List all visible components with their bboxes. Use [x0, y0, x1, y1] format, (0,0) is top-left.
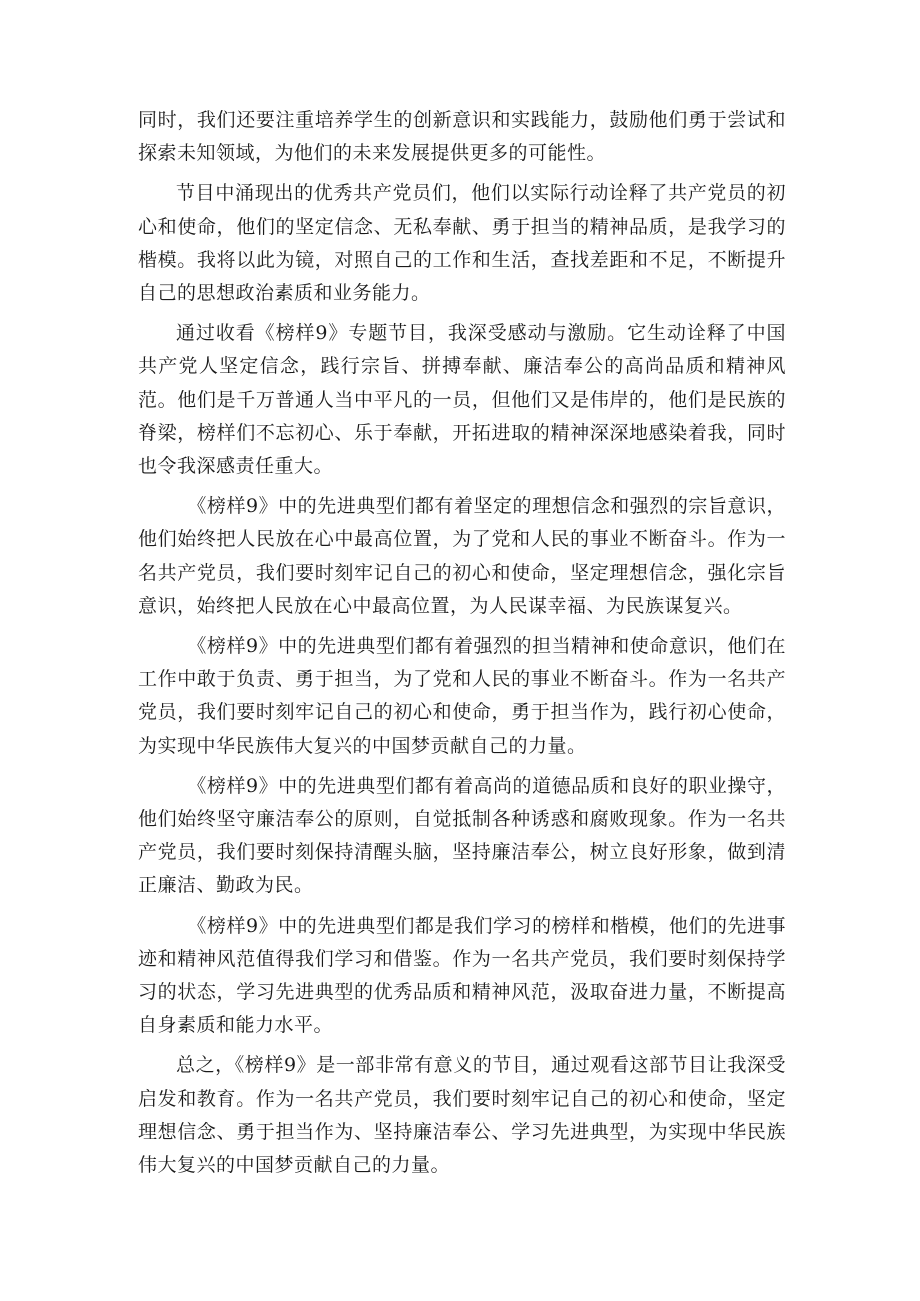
paragraph-integrity: 《榜样9》中的先进典型们都有着高尚的道德品质和良好的职业操守，他们始终坚守廉洁奉公的原则，自觉抵制各种诱惑和腐败现象。作为一名共产党员，我们要时刻保持清醒头脑，坚持廉洁奉公，树立良好形象，做到清正廉洁、勤政为民。 [138, 774, 786, 897]
paragraph-watching-program: 通过收看《榜样9》专题节目，我深受感动与激励。它生动诠释了中国共产党人坚定信念，践行宗旨、拼搏奉献、廉洁奉公的高尚品质和精神风范。他们是千万普通人当中平凡的一员，但他们又是伟岸的，他们是民族的脊梁，榜样们不忘初心、乐于奉献，开拓进取的精神深深地感染着我，同时也令我深感责任重大。 [138, 322, 786, 478]
document-body [138, 104, 786, 1189]
paragraph-responsibility: 《榜样9》中的先进典型们都有着强烈的担当精神和使命意识，他们在工作中敢于负责、勇于担当，为了党和人民的事业不断奋斗。作为一名共产党员，我们要时刻牢记自己的初心和使命，勇于担当作为，践行初心使命，为实现中华民族伟大复兴的中国梦贡献自己的力量。 [138, 635, 786, 757]
paragraph-role-models: 《榜样9》中的先进典型们都是我们学习的榜样和楷模，他们的先进事迹和精神风范值得我们学习和借鉴。作为一名共产党员，我们要时刻保持学习的状态，学习先进典型的优秀品质和精神风范，汲取奋进力量，不断提高自身素质和能力水平。 [138, 914, 786, 1037]
paragraph-conclusion: 总之，《榜样9》是一部非常有意义的节目，通过观看这部节目让我深受启发和教育。作为一名共产党员，我们要时刻牢记自己的初心和使命，坚定理想信念、勇于担当作为、坚持廉洁奉公、学习先进典型，为实现中华民族伟大复兴的中国梦贡献自己的力量。 [138, 1054, 786, 1177]
paragraph-outstanding-members: 节目中涌现出的优秀共产党员们，他们以实际行动诠释了共产党员的初心和使命，他们的坚定信念、无私奉献、勇于担当的精神品质，是我学习的楷模。我将以此为镜，对照自己的工作和生活，查找差距和不足，不断提升自己的思想政治素质和业务能力。 [138, 182, 786, 305]
paragraph-continuation: 同时，我们还要注重培养学生的创新意识和实践能力，鼓励他们勇于尝试和探索未知领域，为他们的未来发展提供更多的可能性。 [138, 109, 786, 165]
paragraph-ideals-beliefs: 《榜样9》中的先进典型们都有着坚定的理想信念和强烈的宗旨意识，他们始终把人民放在心中最高位置，为了党和人民的事业不断奋斗。作为一名共产党员，我们要时刻牢记自己的初心和使命，坚定理想信念，强化宗旨意识，始终把人民放在心中最高位置，为人民谋幸福、为民族谋复兴。 [138, 495, 786, 617]
